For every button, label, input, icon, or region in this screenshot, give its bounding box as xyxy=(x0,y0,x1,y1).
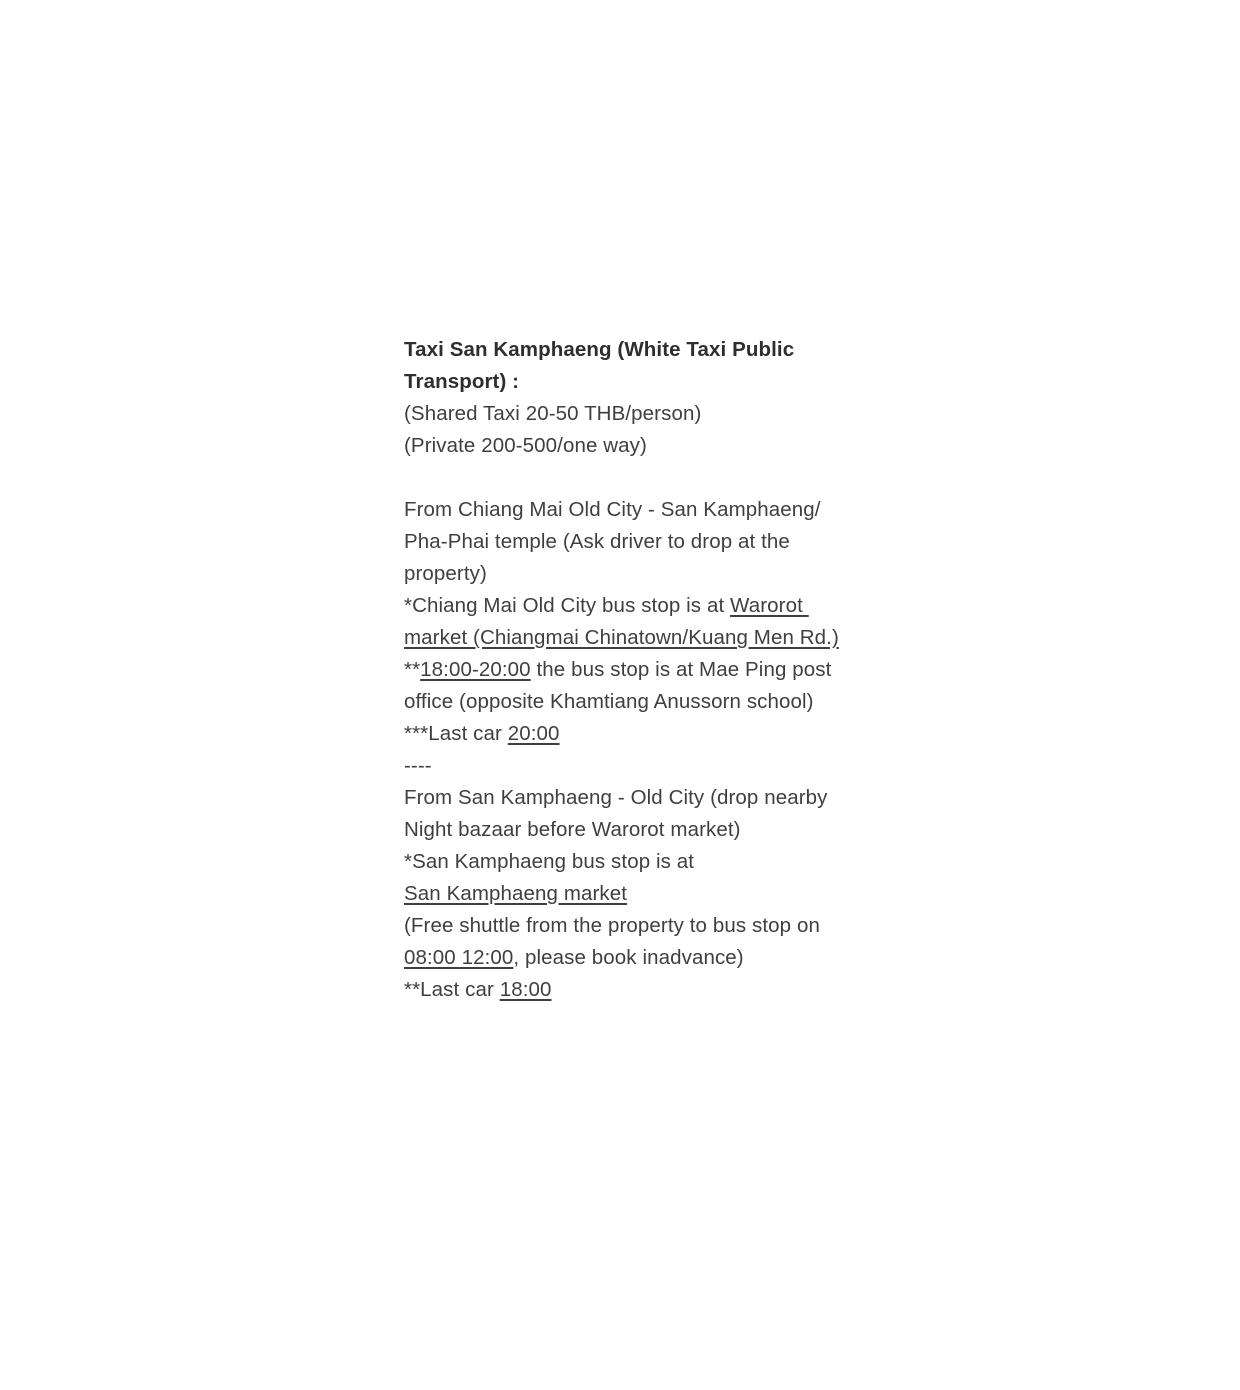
shared-taxi-price: (Shared Taxi 20-50 THB/person) xyxy=(404,402,702,425)
outbound-last-car xyxy=(404,718,854,750)
outbound-note-bus-stop xyxy=(404,590,854,654)
san-kamphaeng-market-link[interactable]: San Kamphaeng market xyxy=(404,882,628,905)
outbound-evening-time: 18:00-20:00 xyxy=(420,658,531,681)
transport-info-block xyxy=(404,334,854,1006)
outbound-evening-rest: the bus stop is at Mae Ping post office (opposite Khamtiang Anussorn school) xyxy=(404,658,838,713)
outbound-note-evening xyxy=(404,654,854,718)
inbound-route: From San Kamphaeng - Old City (drop nearby Night bazaar before Warorot market) xyxy=(404,786,834,841)
inbound-last-car-time: 18:00 xyxy=(499,978,552,1001)
outbound-route: From Chiang Mai Old City - San Kamphaeng/ Pha-Phai temple (Ask driver to drop at the property) xyxy=(404,498,827,585)
shuttle-times: 08:00 12:00 xyxy=(404,946,514,969)
shuttle-rest: , please book inadvance) xyxy=(513,946,744,969)
outbound-note-prefix: *Chiang Mai Old City bus stop is at xyxy=(404,594,731,617)
outbound-last-car-prefix: ***Last car xyxy=(404,722,508,745)
inbound-shuttle-note xyxy=(404,910,854,974)
inbound-note-bus-stop: *San Kamphaeng bus stop is at xyxy=(404,850,695,873)
outbound-evening-prefix: ** xyxy=(404,658,421,681)
inbound-bus-stop-link-line xyxy=(404,878,854,910)
section-divider: ---- xyxy=(404,754,432,777)
shuttle-prefix: (Free shuttle from the property to bus stop on xyxy=(404,914,826,937)
document-heading: Taxi San Kamphaeng (White Taxi Public Transport) : xyxy=(404,338,801,393)
inbound-last-car-prefix: **Last car xyxy=(404,978,500,1001)
private-taxi-price: (Private 200-500/one way) xyxy=(404,434,647,457)
inbound-last-car xyxy=(404,974,854,1006)
warorot-market-link[interactable]: Warorot market (Chiangmai Chinatown/Kuang Men Rd.) xyxy=(404,594,839,649)
outbound-last-car-time: 20:00 xyxy=(507,722,560,745)
paragraph-spacer xyxy=(404,462,854,494)
